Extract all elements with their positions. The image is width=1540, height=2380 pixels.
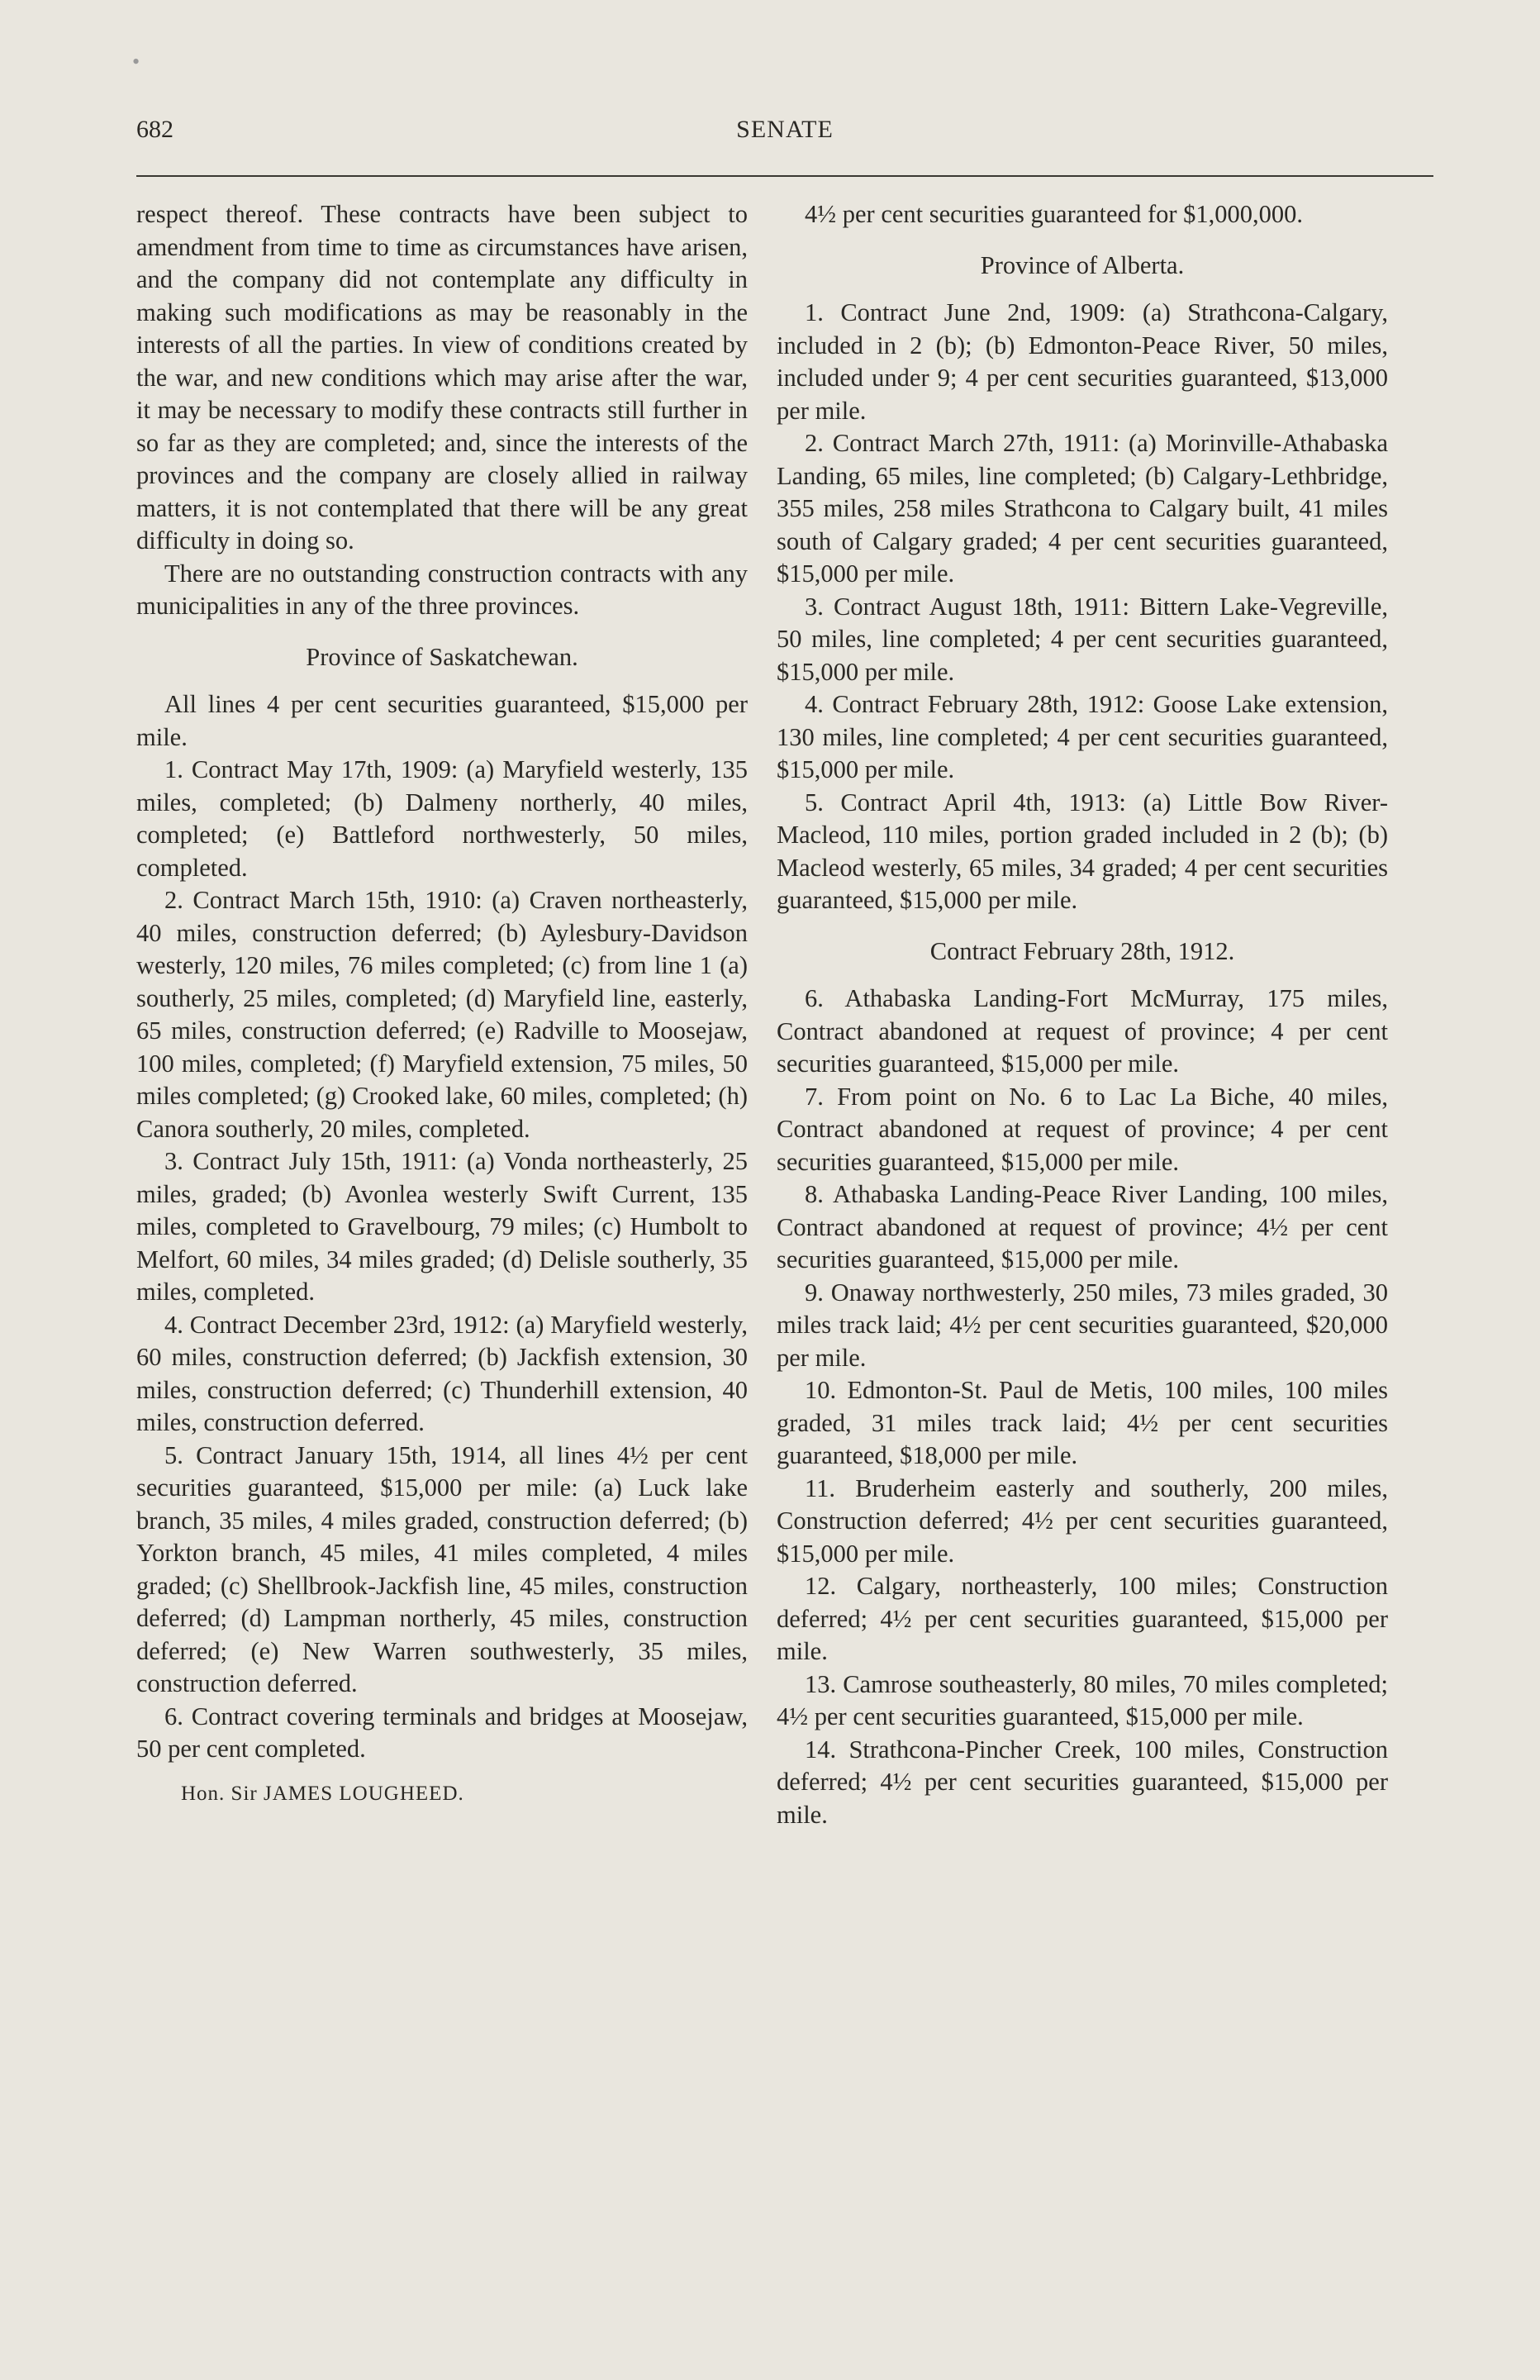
section-heading-contract: Contract February 28th, 1912. <box>929 936 1235 965</box>
paragraph: respect thereof. These contracts have been subject to amendment from time to time as circumstances have arisen, and the company did not contemplate any difficulty in making such modifications as may be reasonably in the interests of all the parties. In view of conditions created by the war, and new conditions which may arise after the war, it may be necessary to modify these contracts still further in so far as they are completed; and, since the interests of the provinces and the company are closely allied in railway matters, it is not contemplated that there will be any great difficulty in doing so. <box>136 200 748 555</box>
paragraph: 4. Contract December 23rd, 1912: (a) Maryfield westerly, 60 miles, construction deferred; (b) Jackfish extension, 30 miles, construction deferred; (c) Thunderhill extension, 40 miles, construction deferred. <box>136 1310 748 1436</box>
paragraph: 3. Contract July 15th, 1911: (a) Vonda northeasterly, 25 miles, graded; (b) Avonlea westerly Swift Current, 135 miles, completed to Gravelbourg, 79 miles; (c) Humbolt to Melfort, 60 miles, 34 miles graded; (d) Delisle southerly, 35 miles, completed. <box>136 1147 748 1306</box>
paragraph: 2. Contract March 15th, 1910: (a) Craven northeasterly, 40 miles, construction deferred; (b) Aylesbury-Davidson westerly, 120 miles, 76 miles completed; (c) from line 1 (a) southerly, 25 miles, completed; (d) Maryfield line, easterly, 65 miles, construction deferred; (e) Radville to Moosejaw, 100 miles, completed; (f) Maryfield extension, 75 miles, 50 miles completed; (g) Crooked lake, 60 miles, completed; (h) Canora southerly, 20 miles, completed. <box>136 886 748 1143</box>
page-number: 682 <box>136 116 173 143</box>
section-heading-alberta: Province of Alberta. <box>980 250 1185 279</box>
paragraph: 7. From point on No. 6 to Lac La Biche, 40 miles, Contract abandoned at request of province; 4 per cent securities guaranteed, $15,000 per mile. <box>777 1082 1388 1176</box>
running-head: SENATE <box>736 116 834 143</box>
paragraph: All lines 4 per cent securities guaranteed, $15,000 per mile. <box>136 690 748 751</box>
paragraph: There are no outstanding construction contracts with any municipalities in any of the three provinces. <box>136 559 748 620</box>
paragraph: 13. Camrose southeasterly, 80 miles, 70 miles completed; 4½ per cent securities guaranteed, $15,000 per mile. <box>777 1669 1388 1730</box>
paragraph: 6. Athabaska Landing-Fort McMurray, 175 miles, Contract abandoned at request of province; 4 per cent securities guaranteed, $15,000 per mile. <box>777 984 1388 1078</box>
paragraph: 10. Edmonton-St. Paul de Metis, 100 miles, 100 miles graded, 31 miles track laid; 4½ per cent securities guaranteed, $18,000 per mile. <box>777 1376 1388 1469</box>
paragraph: 2. Contract March 27th, 1911: (a) Morinville-Athabaska Landing, 65 miles, line completed; (b) Calgary-Lethbridge, 355 miles, 258 miles Strathcona to Calgary built, 41 miles south of Calgary graded; 4 per cent securities guaranteed, $15,000 per mile. <box>777 429 1388 588</box>
paragraph: 3. Contract August 18th, 1911: Bittern Lake-Vegreville, 50 miles, line completed; 4 per cent securities guaranteed, $15,000 per mile. <box>777 592 1388 686</box>
paragraph: 5. Contract April 4th, 1913: (a) Little Bow River-Macleod, 110 miles, portion graded included in 2 (b); (b) Macleod westerly, 65 miles, 34 graded; 4 per cent securities guaranteed, $15,000 per mile. <box>777 788 1388 914</box>
right-column <box>777 198 1388 1831</box>
speaker-signature: Hon. Sir JAMES LOUGHEED. <box>181 1782 464 1805</box>
paragraph: 4½ per cent securities guaranteed for $1,000,000. <box>805 200 1304 228</box>
paragraph: 6. Contract covering terminals and bridges at Moosejaw, 50 per cent completed. <box>136 1702 748 1763</box>
page-header <box>136 107 1433 157</box>
paragraph: 11. Bruderheim easterly and southerly, 200 miles, Construction deferred; 4½ per cent securities guaranteed, $15,000 per mile. <box>777 1473 1388 1568</box>
margin-speck: • <box>132 50 140 74</box>
section-heading-saskatchewan: Province of Saskatchewan. <box>306 642 578 671</box>
paragraph: 8. Athabaska Landing-Peace River Landing, 100 miles, Contract abandoned at request of province; 4½ per cent securities guaranteed, $15,000 per mile. <box>777 1180 1388 1273</box>
left-column <box>136 198 748 1810</box>
paragraph: 1. Contract June 2nd, 1909: (a) Strathcona-Calgary, included in 2 (b); (b) Edmonton-Peace River, 50 miles, included under 9; 4 per cent securities guaranteed, $13,000 per mile. <box>777 298 1388 425</box>
paragraph: 1. Contract May 17th, 1909: (a) Maryfield westerly, 135 miles, completed; (b) Dalmeny northerly, 40 miles, completed; (e) Battleford northwesterly, 50 miles, completed. <box>136 755 748 882</box>
paragraph: 14. Strathcona-Pincher Creek, 100 miles, Construction deferred; 4½ per cent securities guaranteed, $15,000 per mile. <box>777 1735 1388 1829</box>
paragraph: 5. Contract January 15th, 1914, all lines 4½ per cent securities guaranteed, $15,000 per mile: (a) Luck lake branch, 35 miles, 4 miles graded, construction deferred; (b) Yorkton branch, 45 miles, 41 miles completed, 4 miles graded; (c) Shellbrook-Jackfish line, 45 miles, construction deferred; (d) Lampman northerly, 45 miles, construction deferred; (e) New Warren southwesterly, 35 miles, construction deferred. <box>136 1440 748 1697</box>
paragraph: 9. Onaway northwesterly, 250 miles, 73 miles graded, 30 miles track laid; 4½ per cent securities guaranteed, $20,000 per mile. <box>777 1278 1388 1372</box>
header-rule <box>136 175 1433 177</box>
paragraph: 12. Calgary, northeasterly, 100 miles; Construction deferred; 4½ per cent securities guaranteed, $15,000 per mile. <box>777 1572 1388 1665</box>
paragraph: 4. Contract February 28th, 1912: Goose Lake extension, 130 miles, line completed; 4 per cent securities guaranteed, $15,000 per mile. <box>777 690 1388 783</box>
